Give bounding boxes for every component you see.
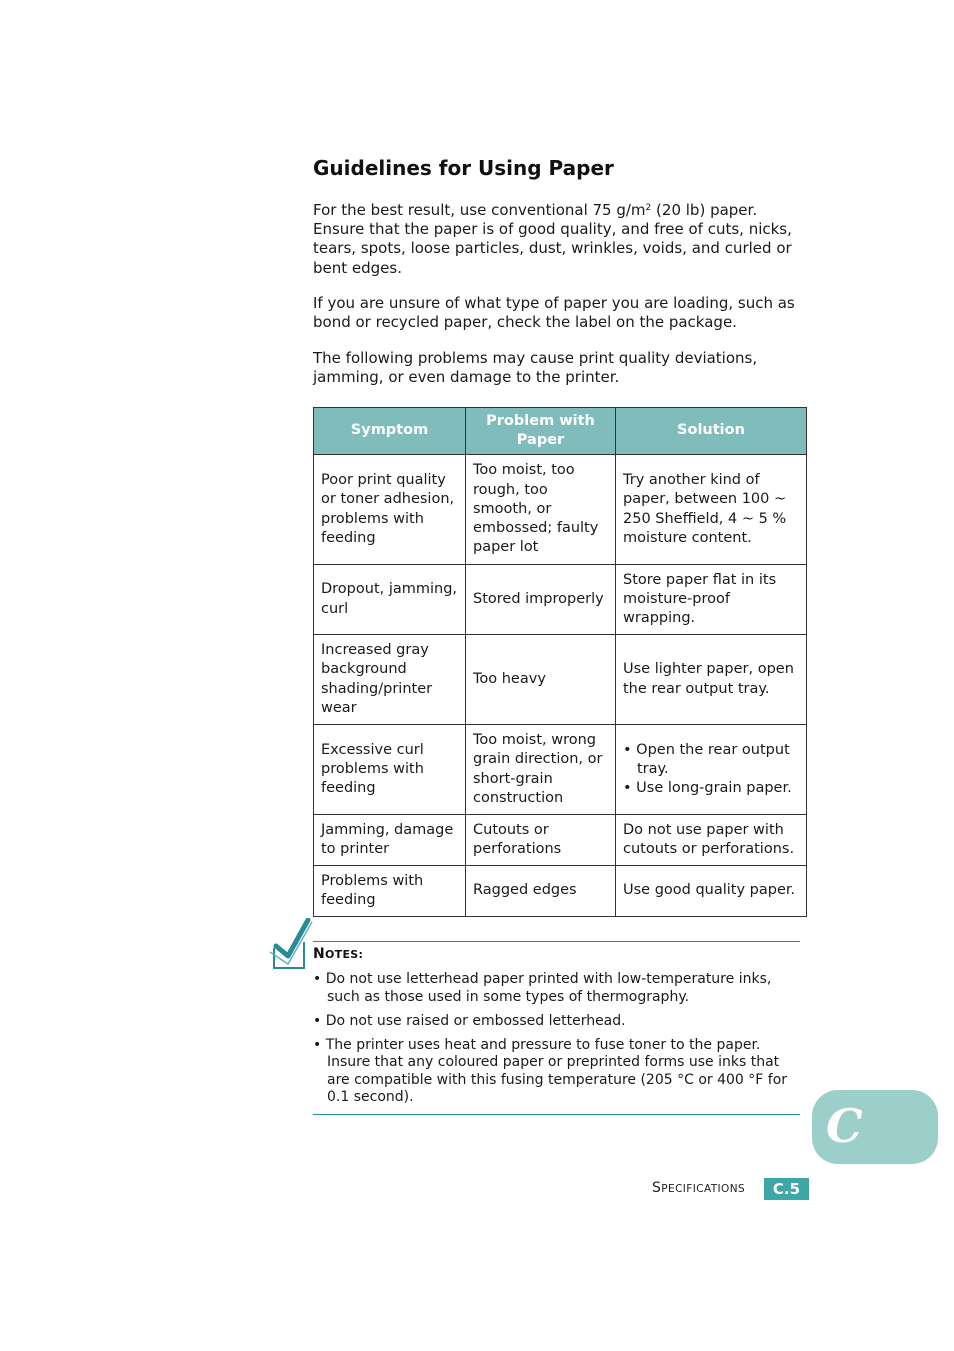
- problem-cell: Ragged edges: [466, 866, 616, 917]
- problem-cell: Too moist, too rough, too smooth, or embossed; faulty paper lot: [466, 455, 616, 565]
- symptom-cell: Increased gray background shading/printer wear: [314, 635, 466, 725]
- solution-list-item: • Use long-grain paper.: [623, 780, 792, 797]
- notes-list: [313, 971, 803, 1113]
- problem-cell: Cutouts or perforations: [466, 815, 616, 866]
- table-row: [314, 866, 807, 917]
- symptom-cell: Dropout, jamming, curl: [314, 565, 466, 635]
- symptom-cell: Excessive curl problems with feeding: [314, 725, 466, 815]
- solution-cell: Do not use paper with cutouts or perforations.: [616, 815, 807, 866]
- column-header-problem: Problem with Paper: [466, 408, 616, 455]
- column-header-symptom: Symptom: [314, 408, 466, 455]
- note-item: • Do not use raised or embossed letterhead.: [313, 1012, 626, 1029]
- page-number-badge: C.5: [764, 1178, 809, 1200]
- solution-list-item: • Open the rear output tray.: [623, 741, 790, 777]
- table-header-row: [314, 408, 807, 455]
- footer-section-label: SPECIFICATIONS: [652, 1180, 746, 1196]
- notes-heading: NOTES:: [313, 946, 364, 962]
- page-title: Guidelines for Using Paper: [313, 156, 614, 180]
- solution-list: [623, 741, 799, 799]
- checkmark-note-icon: [268, 918, 313, 972]
- intro-paragraph-3: The following problems may cause print quality deviations, jamming, or even damage to the printer.: [313, 349, 758, 387]
- problem-cell: Too heavy: [466, 635, 616, 725]
- solution-cell: [616, 725, 807, 815]
- solution-cell: Use lighter paper, open the rear output tray.: [616, 635, 807, 725]
- table-row: [314, 725, 807, 815]
- paper-problems-table: [313, 407, 807, 917]
- table-row: [314, 635, 807, 725]
- symptom-cell: Jamming, damage to printer: [314, 815, 466, 866]
- table-row: [314, 455, 807, 565]
- notes-top-rule: [313, 941, 800, 942]
- note-item: • The printer uses heat and pressure to fuse toner to the paper. Insure that any coloured paper or preprinted forms use inks that are compatible with this fusing temperature (205 °C or 400 °F for 0.1 second).: [313, 1036, 788, 1105]
- symptom-cell: Problems with feeding: [314, 866, 466, 917]
- solution-cell: Try another kind of paper, between 100 ~ 250 Sheffield, 4 ~ 5 % moisture content.: [616, 455, 807, 565]
- column-header-solution: Solution: [616, 408, 807, 455]
- solution-cell: Store paper flat in its moisture-proof wrapping.: [616, 565, 807, 635]
- intro-paragraph-1: For the best result, use conventional 75 $g/m^2$ (20 lb) paper. Ensure that the paper is of good quality, and free of cuts, nicks, tears, spots, loose particles, dust, wrinkles, voids, and curled or bent edges.: [313, 201, 792, 277]
- table-row: [314, 815, 807, 866]
- problem-cell: Stored improperly: [466, 565, 616, 635]
- notes-bottom-rule: [313, 1114, 800, 1115]
- chapter-tab: [812, 1090, 938, 1164]
- intro-paragraph-2: If you are unsure of what type of paper you are loading, such as bond or recycled paper, check the label on the package.: [313, 294, 795, 332]
- table-row: [314, 565, 807, 635]
- symptom-cell: Poor print quality or toner adhesion, problems with feeding: [314, 455, 466, 565]
- problem-cell: Too moist, wrong grain direction, or short-grain construction: [466, 725, 616, 815]
- chapter-letter: C: [826, 1099, 863, 1153]
- solution-cell: Use good quality paper.: [616, 866, 807, 917]
- note-item: • Do not use letterhead paper printed with low-temperature inks, such as those used in some types of thermography.: [313, 971, 772, 1005]
